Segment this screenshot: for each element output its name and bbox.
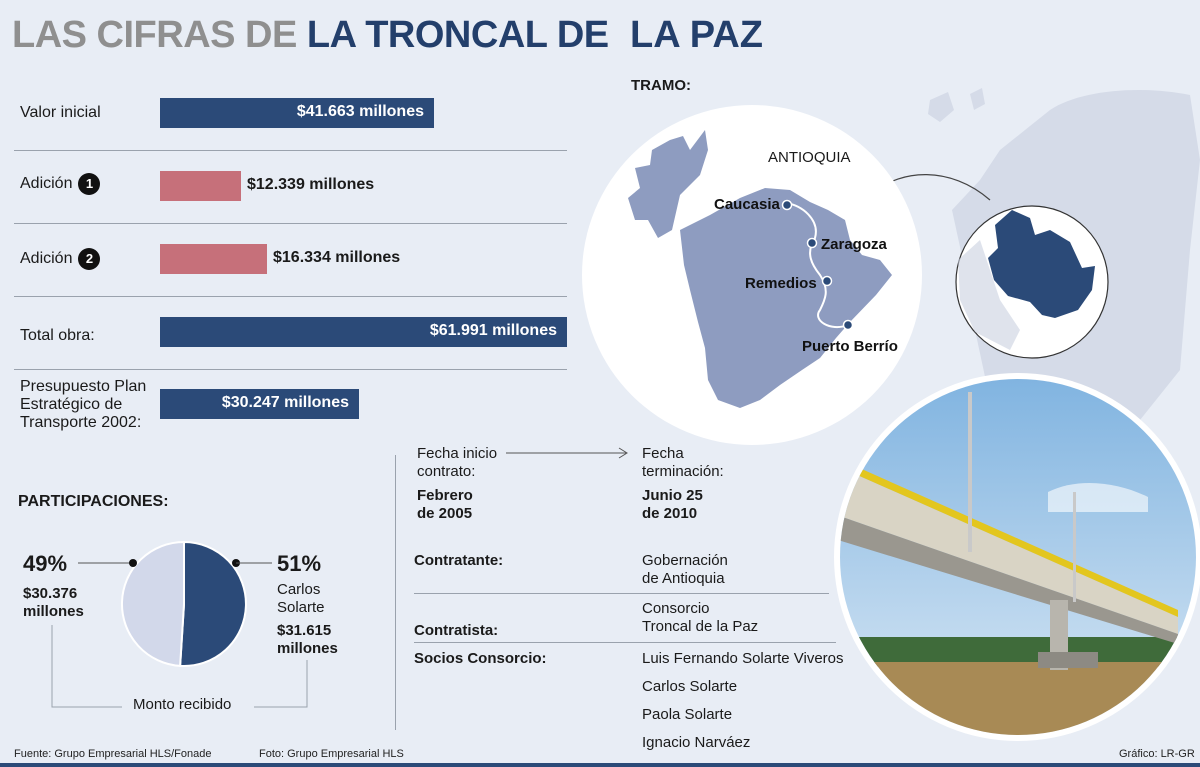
city-marker-zaragoza: [808, 239, 817, 248]
contratante-value-line-2: de Antioquia: [642, 570, 725, 587]
divider: [14, 296, 567, 297]
socio-3: Paola Solarte: [642, 706, 733, 723]
socio-2: Carlos Solarte: [642, 678, 738, 695]
fecha-terminacion-value-1: Junio 25: [642, 487, 703, 504]
pie-right-name: [277, 581, 325, 617]
bar-total-obra: [160, 317, 567, 347]
vertical-divider: [395, 455, 396, 730]
fecha-inicio-line-1: Fecha inicio: [417, 445, 498, 462]
bar-adicion-1: [160, 171, 241, 201]
contratista-label: Contratista:: [414, 622, 499, 639]
city-label-zaragoza: Zaragoza: [821, 236, 887, 253]
bar-label-adicion-2: [20, 248, 100, 270]
bar-label-adicion-1: [20, 173, 100, 195]
bar-presupuesto-plan: [160, 389, 359, 419]
city-marker-puerto-berrio: [844, 321, 853, 330]
fecha-inicio-value-2: de 2005: [417, 505, 473, 522]
plan-line-1: Presupuesto Plan: [20, 378, 147, 395]
pie-right-percent: 51%: [277, 551, 322, 576]
lamp-post: [968, 392, 972, 552]
lamp-post: [1073, 492, 1076, 602]
island-shape: [970, 88, 985, 110]
number-badge-2: 2: [78, 248, 100, 270]
bar-valor-inicial: [160, 98, 434, 128]
bridge-photo: [828, 372, 1200, 742]
pie-left-amount-line-1: $30.376: [23, 585, 78, 602]
tramo-label: TRAMO:: [631, 77, 691, 94]
city-marker-caucasia: [783, 201, 792, 210]
bar-value-label: $30.247 millones: [221, 394, 349, 411]
bar-label-plan: [20, 378, 146, 432]
plan-line-3: Transporte 2002:: [20, 414, 142, 431]
contratante-value-line-1: Gobernación: [642, 552, 728, 569]
contratista-value-line-2: Troncal de la Paz: [642, 618, 759, 635]
socio-1: Luis Fernando Solarte Viveros: [642, 650, 844, 667]
pie-right-amount-line-1: $31.615: [277, 622, 332, 639]
contratante-value: [642, 552, 728, 588]
divider: [14, 150, 567, 151]
footer-foto: Foto: Grupo Empresarial HLS: [259, 748, 404, 760]
fecha-terminacion-value-2: de 2010: [642, 505, 698, 522]
fecha-terminacion-line-1: Fecha: [642, 445, 684, 462]
leader-dot-left: [129, 559, 137, 567]
bar-adicion-2: [160, 244, 267, 274]
bar-label-valor-inicial: Valor inicial: [20, 104, 101, 121]
city-label-caucasia: Caucasia: [714, 196, 780, 213]
participaciones-heading: PARTICIPACIONES:: [18, 493, 169, 510]
contratista-value-line-1: Consorcio: [642, 600, 710, 617]
map-region-label: ANTIOQUIA: [768, 149, 851, 166]
monto-bracket-right: [254, 660, 307, 707]
island-shape: [928, 92, 954, 122]
contratante-label: Contratante:: [414, 552, 504, 569]
footer-fuente: Fuente: Grupo Empresarial HLS/Fonade: [14, 748, 212, 760]
bar-label-total: Total obra:: [20, 327, 95, 344]
fecha-inicio: [417, 445, 497, 523]
pie-right-name-line-1: Carlos: [277, 581, 321, 598]
fecha-terminacion: [642, 445, 724, 523]
title-part-3: LA PAZ: [630, 14, 763, 56]
plan-line-2: Estratégico de: [20, 396, 123, 413]
bar-value-label: $16.334 millones: [273, 249, 401, 266]
info-divider: [414, 642, 836, 643]
bar-value-label: $61.991 millones: [429, 322, 557, 339]
socio-4: Ignacio Narváez: [642, 734, 751, 751]
bar-value-label: $41.663 millones: [296, 103, 424, 120]
bottom-rule: [0, 763, 1200, 767]
monto-bracket-left: [52, 625, 122, 707]
number-badge-1: 1: [78, 173, 100, 195]
city-label-remedios: Remedios: [745, 275, 817, 292]
page-title: [12, 14, 609, 57]
divider: [14, 223, 567, 224]
pie-right-amount: [277, 622, 338, 658]
bar-value-label: $12.339 millones: [247, 176, 375, 193]
city-marker-remedios: [823, 277, 832, 286]
fecha-inicio-value-1: Febrero: [417, 487, 473, 504]
city-label-puerto-berrio: Puerto Berrío: [802, 338, 898, 355]
monto-recibido-label: Monto recibido: [133, 696, 232, 713]
pie-right-amount-line-2: millones: [277, 640, 338, 657]
contratista-value: [642, 600, 758, 636]
adicion-text: Adición: [20, 175, 73, 193]
footer-grafico: Gráfico: LR-GR: [1119, 748, 1195, 760]
socios-label: Socios Consorcio:: [414, 650, 547, 667]
adicion-text: Adición: [20, 250, 73, 268]
pie-left-amount: [23, 585, 84, 621]
fecha-terminacion-line-2: terminación:: [642, 463, 724, 480]
divider: [14, 369, 567, 370]
pie-left-amount-line-2: millones: [23, 603, 84, 620]
title-part-2: LA TRONCAL DE: [306, 14, 609, 56]
pie-left-percent: 49%: [23, 551, 68, 576]
fecha-inicio-line-2: contrato:: [417, 463, 476, 480]
info-divider: [414, 593, 829, 594]
pie-right-name-line-2: Solarte: [277, 599, 325, 616]
title-part-1: LAS CIFRAS DE: [12, 14, 297, 56]
